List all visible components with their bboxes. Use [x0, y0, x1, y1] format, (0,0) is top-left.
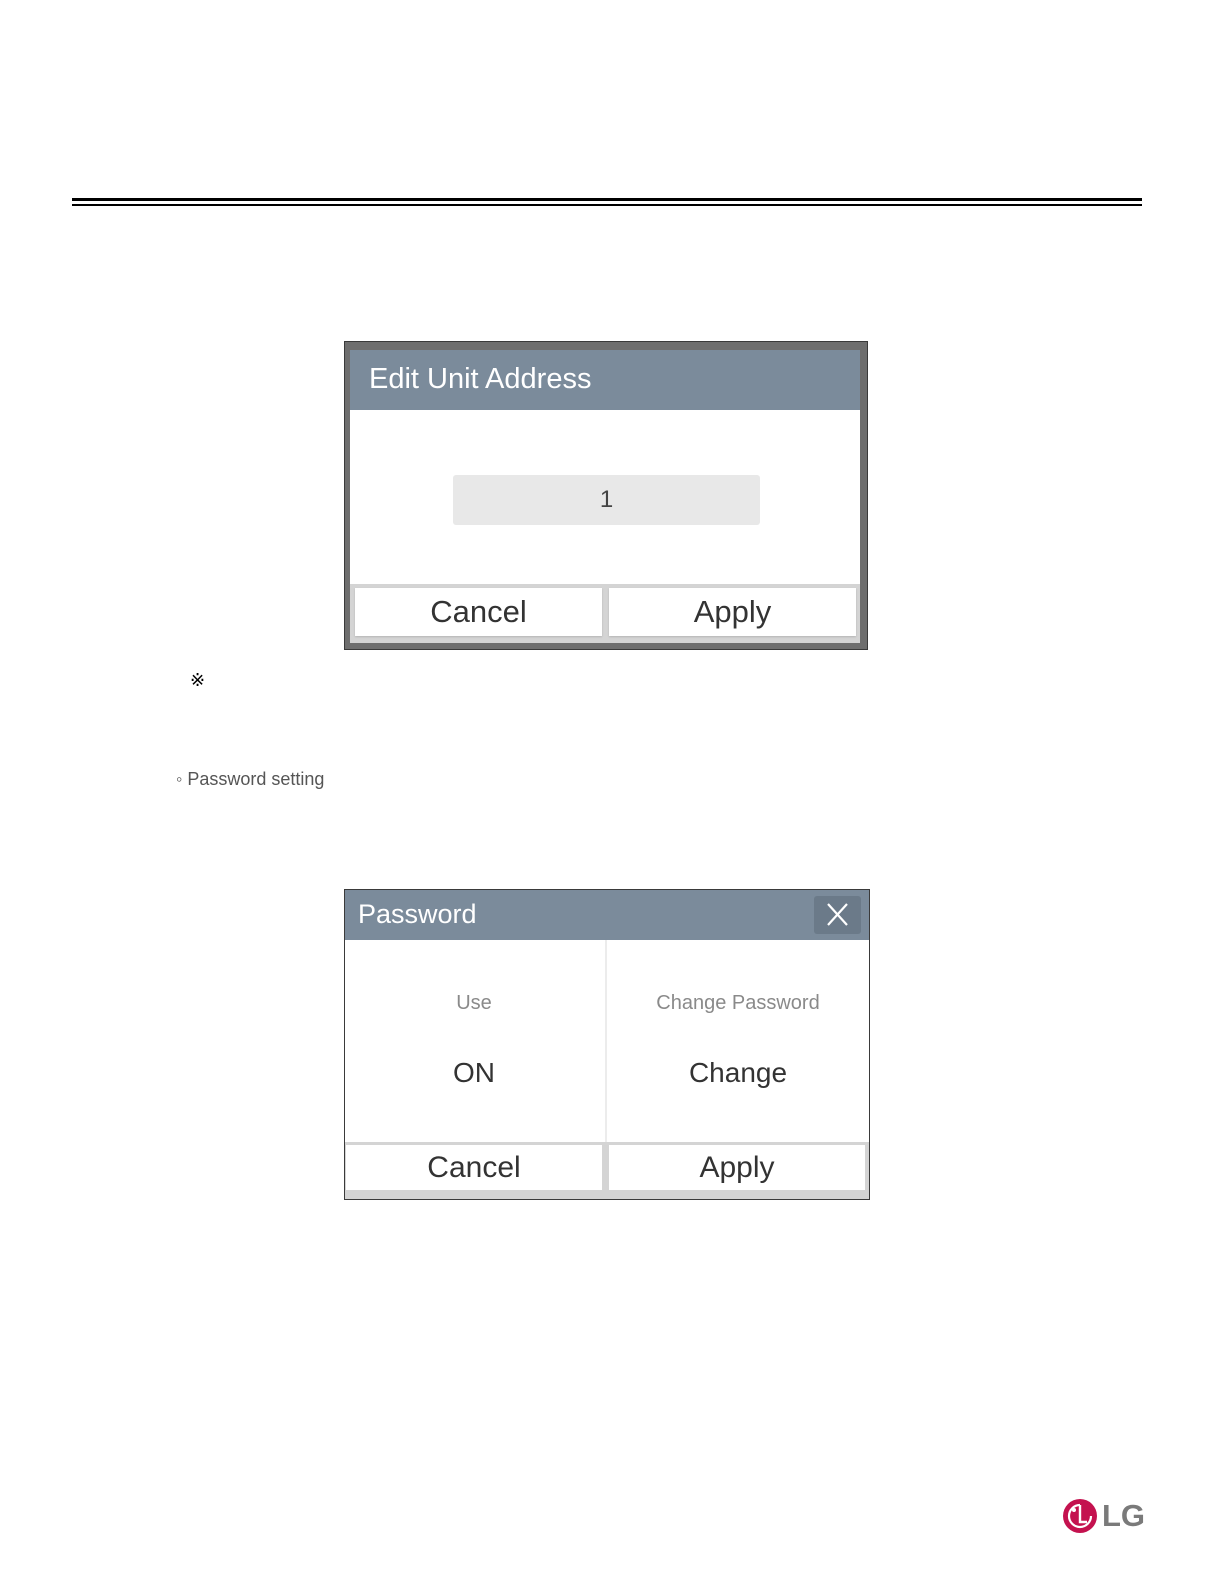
- lg-logo: [1062, 1497, 1144, 1537]
- dialog-titlebar: [350, 350, 860, 410]
- unit-address-field[interactable]: 1: [453, 475, 760, 525]
- use-toggle[interactable]: ON: [453, 1057, 495, 1088]
- close-icon: [814, 896, 861, 934]
- note-symbol: ※: [190, 670, 206, 690]
- change-password-label: Change Password: [656, 992, 820, 1014]
- dialog-title: Edit Unit Address: [369, 363, 592, 395]
- cancel-button[interactable]: Cancel: [355, 588, 602, 636]
- edit-unit-address-dialog: [344, 341, 868, 650]
- dialog-title: Password: [358, 899, 477, 929]
- apply-button[interactable]: Apply: [609, 1145, 865, 1190]
- lg-face-icon: [1062, 1498, 1098, 1534]
- close-button[interactable]: [814, 896, 861, 934]
- dialog-titlebar: [345, 890, 869, 940]
- password-dialog: [344, 889, 870, 1200]
- apply-button[interactable]: Apply: [609, 588, 856, 636]
- lg-wordmark: LG: [1102, 1498, 1146, 1533]
- dialog-body: [350, 350, 860, 643]
- change-password-button[interactable]: Change: [688, 1057, 788, 1088]
- use-label: Use: [456, 992, 492, 1014]
- cancel-button[interactable]: Cancel: [346, 1145, 602, 1190]
- section-heading-password-setting: ◦ Password setting: [176, 769, 325, 789]
- column-divider: [605, 940, 607, 1143]
- dialog-footer: [345, 1142, 869, 1199]
- header-rule-thick: [72, 198, 1142, 201]
- dialog-footer: [350, 584, 860, 643]
- header-rule-thin: [72, 204, 1142, 206]
